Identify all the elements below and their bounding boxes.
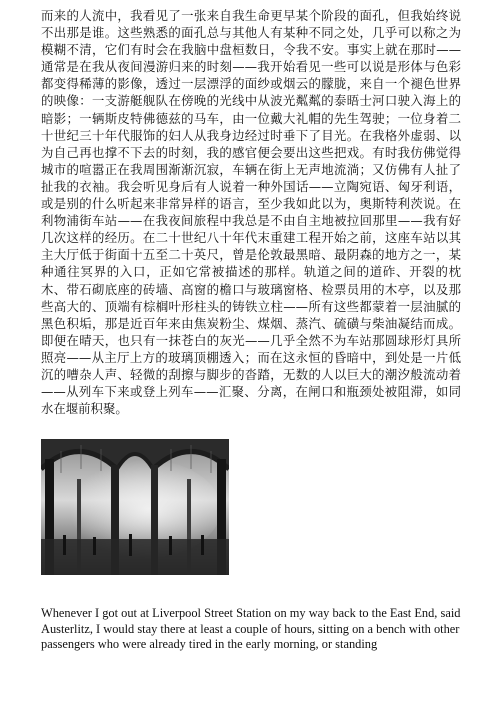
chinese-paragraph: 而来的人流中，我看见了一张来自我生命更早某个阶段的面孔，但我始终说不出那是谁。这些熟悉的面孔总与其他人有某种不同之处，几乎可以称之为模糊不清，它们有时会在我脑中盘桓数日，令我不安。事实上就在那时——通常是在我从夜间漫游归来的时刻——我开始看见一些可以说是形体与色彩都变得稀薄的影像，透过一层漂浮的面纱或烟云的朦胧，来自一个褪色世界的映像：一支游艇舰队在傍晚的光线中从波光粼粼的泰晤士河口驶入海上的暗影；一辆斯皮特佛德兹的马车，由一位戴大礼帽的先生驾驶；一位身着二十世纪三十年代服饰的妇人从我身边经过时垂下了目光。在我格外虚弱、以为自己再也撑不下去的时刻，我的感官便会要出这些把戏。有时我仿佛觉得城市的喧嚣正在我周围渐渐沉寂，车辆在街上无声地流淌；又仿佛有人扯了扯我的衣袖。我会听见身后有人说着一种外国话——立陶宛语、匈牙利语，或是别的什么听起来非常异样的语言，至少我如此以为，奥斯特利茨说。在利物浦街车站——在我夜间旅程中我总是不由自主地被拉回那里——我有好几次这样的经历。在二十世纪八十年代末重建工程开始之前，这座车站以其主大厅低于街面十五至二十英尺，曾是伦敦最黑暗、最阴森的地方之一，某种通往冥界的入口，正如它常被描述的那样。轨道之间的道砟、开裂的枕木、带石砌底座的砖墙、高窗的檐口与玻璃窗格、检票员用的木亭，以及那些高大的、顶端有棕榈叶形柱头的铸铁立柱——所有这些都蒙着一层油腻的黑色积垢，那是近百年来由焦炭粉尘、煤烟、蒸汽、硫磺与柴油凝结而成。即便在晴天，也只有一抹苍白的灰光——几乎全然不为车站那圆球形灯具所照亮——从主厅上方的玻璃顶棚透入；而在这永恒的昏暗中，到处是一片低沉的嘈杂人声、轻微的刮擦与脚步的沓踏，无数的人以巨大的潮汐般流动着——从列车下来或登上列车——汇聚、分离，在闸口和瓶颈处被阻滞，如同水在堰前积聚。 bbox=[41, 8, 461, 417]
english-paragraph: Whenever I got out at Liverpool Street Station on my way back to the East End, said Austerlitz, I would stay there at least a couple of hours, sitting on a bench with other passengers who were already tired in the early morning, or standing bbox=[41, 606, 461, 652]
station-hall-photo bbox=[41, 439, 229, 575]
station-hall-photo-icon bbox=[41, 439, 229, 575]
